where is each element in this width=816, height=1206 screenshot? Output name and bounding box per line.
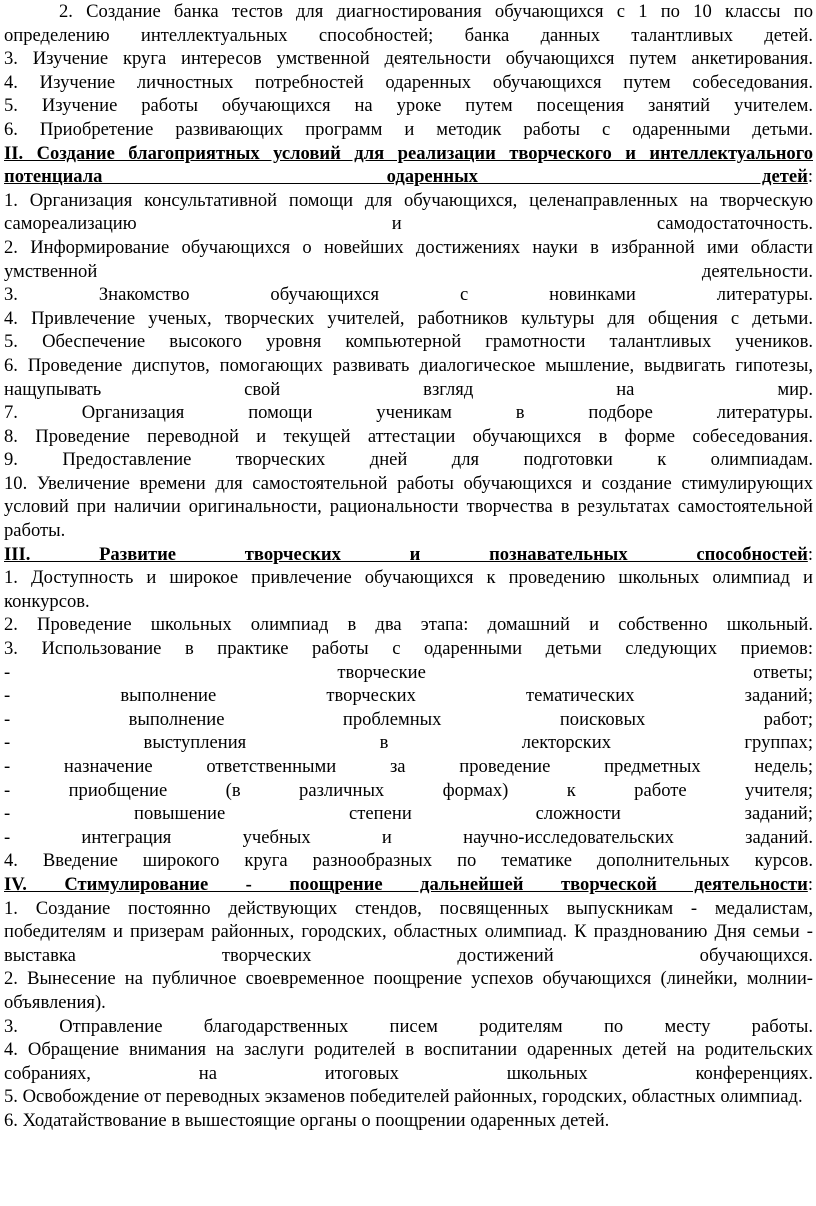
section-2-item-10: 10. Увеличение времени для самостоятельной работы обучающихся и создание стимулирующих условий при наличии оригинальности, рациональности творчества в результатах самостоятельной работы. (4, 472, 813, 542)
section-3-item-4: 4. Введение широкого круга разнообразных по тематике дополнительных курсов. (4, 850, 813, 872)
section-2-heading: II. Создание благоприятных условий для реализации творческого и интеллектуального потенциала одаренных детей (4, 142, 813, 188)
section-2-item-8: 8. Проведение переводной и текущей аттестации обучающихся в форме собеседования. (4, 425, 813, 447)
section-4-item-4: 4. Обращение внимания на заслуги родителей в воспитании одаренных детей на родительских собраниях, на итоговых школьных конференциях. (4, 1039, 813, 1084)
intro-item-2: 2. Создание банка тестов для диагностирования обучающихся с 1 по 10 классы по определению интеллектуальных способностей; банка данных талантливых детей. (4, 1, 813, 46)
section-3-bullet-8: - интеграция учебных и научно-исследовательских заданий. (4, 826, 813, 848)
section-4-colon: : (807, 873, 813, 895)
section-3-bullet-3: - выполнение проблемных поисковых работ; (4, 708, 813, 730)
section-4-item-3: 3. Отправление благодарственных писем родителям по месту работы. (4, 1015, 813, 1037)
section-2-item-5: 5. Обеспечение высокого уровня компьютерной грамотности талантливых учеников. (4, 331, 813, 353)
section-3-bullet-5: - назначение ответственными за проведение предметных недель; (4, 756, 813, 777)
section-3-bullet-7: - повышение степени сложности заданий; (4, 803, 813, 825)
section-3-heading-line (4, 543, 813, 567)
section-3-item-3: 3. Использование в практике работы с одаренными детьми следующих приемов: (4, 638, 813, 660)
section-2-colon: : (807, 166, 813, 188)
section-2-item-2: 2. Информирование обучающихся о новейших достижениях науки в избранной ими области умственной деятельности. (4, 236, 813, 282)
section-4-item-6: 6. Ходатайствование в вышестоящие органы о поощрении одаренных детей. (4, 1109, 610, 1131)
intro-item-3: 3. Изучение круга интересов умственной деятельности обучающихся путем анкетирования. (4, 48, 813, 70)
section-4-item-5: 5. Освобождение от переводных экзаменов победителей районных, городских, областных олимпиад. (4, 1086, 803, 1108)
section-2-heading-line (4, 142, 813, 189)
section-2-item-7: 7. Организация помощи ученикам в подборе литературы. (4, 402, 813, 424)
intro-item-6: 6. Приобретение развивающих программ и методик работы с одаренными детьми. (4, 118, 813, 140)
intro-item-4: 4. Изучение личностных потребностей одаренных обучающихся путем собеседования. (4, 71, 813, 93)
intro-item-5: 5. Изучение работы обучающихся на уроке путем посещения занятий учителем. (4, 95, 813, 117)
section-3-heading: III. Развитие творческих и познавательных способностей (4, 543, 808, 565)
section-3-bullet-6: - приобщение (в различных формах) к работе учителя; (4, 779, 813, 801)
section-3-bullet-4: - выступления в лекторских группах; (4, 732, 813, 754)
section-2-item-4: 4. Привлечение ученых, творческих учителей, работников культуры для общения с детьми. (4, 307, 813, 329)
section-3-item-2: 2. Проведение школьных олимпиад в два этапа: домашний и собственно школьный. (4, 614, 813, 636)
section-3-bullet-2: - выполнение творческих тематических заданий; (4, 685, 813, 707)
section-4-item-2: 2. Вынесение на публичное своевременное поощрение успехов обучающихся (линейки, молнии-объявления). (4, 968, 813, 1013)
section-2-item-3: 3. Знакомство обучающихся с новинками литературы. (4, 284, 813, 306)
section-4-item-1: 1. Создание постоянно действующих стендов, посвященных выпускникам - медалистам, победителям и призерам районных, городских, областных олимпиад. К празднованию Дня семьи - выставка творческих достижений обучающихся. (4, 897, 813, 966)
section-4-heading: IV. Стимулирование - поощрение дальнейшей творческой деятельности (4, 873, 808, 895)
section-3-colon: : (807, 543, 813, 565)
section-2-item-6: 6. Проведение диспутов, помогающих развивать диалогическое мышление, выдвигать гипотезы, нащупывать свой взгляд на мир. (4, 354, 813, 400)
section-4-heading-line (4, 873, 813, 897)
section-3-bullet-1: - творческие ответы; (4, 661, 813, 683)
section-2-item-9: 9. Предоставление творческих дней для подготовки к олимпиадам. (4, 449, 813, 471)
section-3-item-1: 1. Доступность и широкое привлечение обучающихся к проведению школьных олимпиад и конкурсов. (4, 567, 813, 612)
section-2-item-1: 1. Организация консультативной помощи для обучающихся, целенаправленных на творческую самореализацию и самодостаточность. (4, 189, 813, 235)
